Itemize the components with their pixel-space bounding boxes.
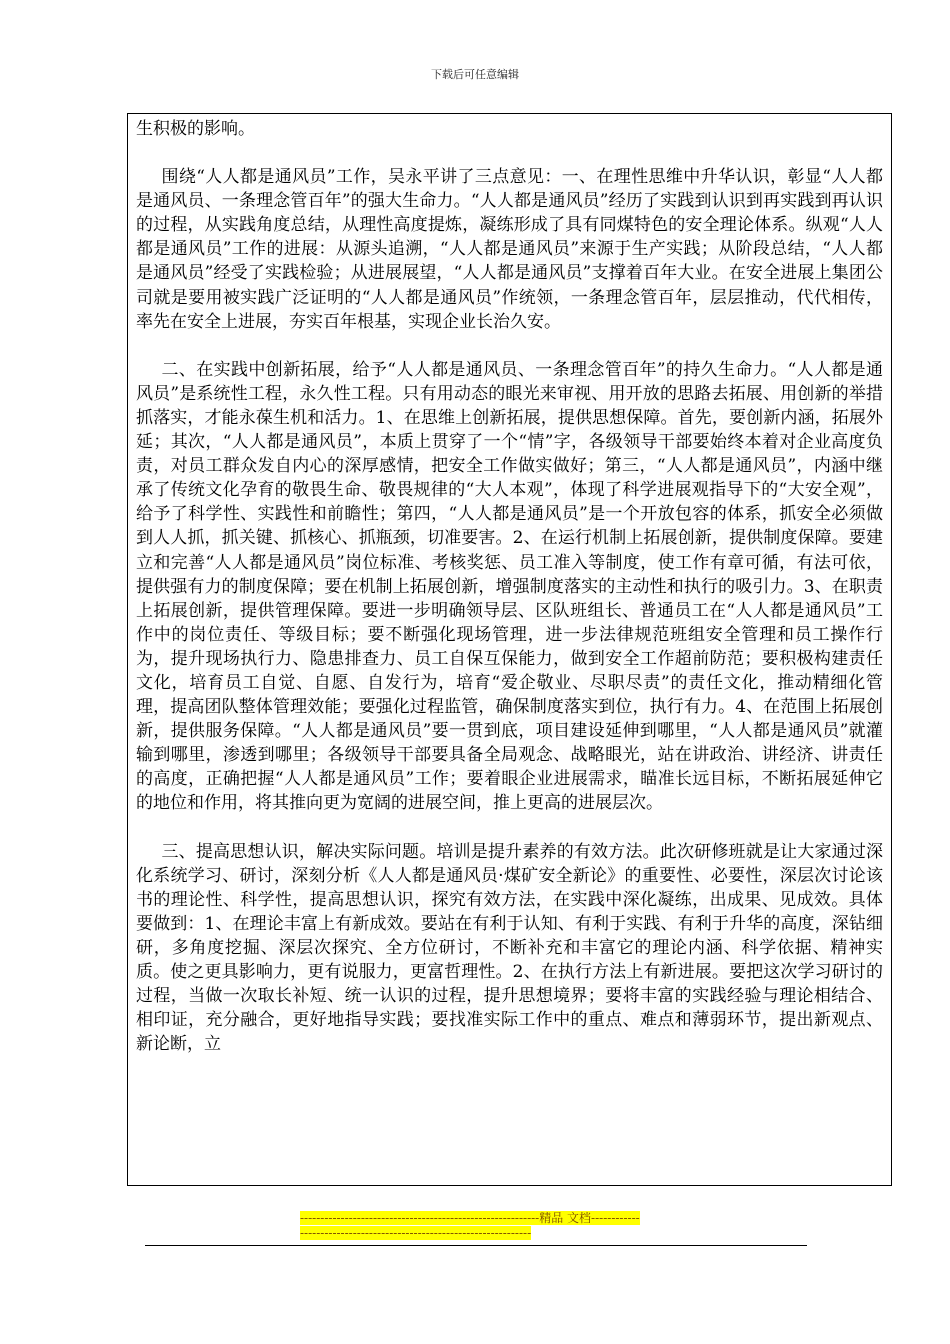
paragraph-spacer	[136, 334, 883, 358]
footer-highlighted-text: -----------------------------------------------------------精品 文档---------------------------------------------------------------------	[300, 1211, 640, 1240]
paragraph-point-one: 围绕“人人都是通风员”工作，吴永平讲了三点意见：一、在理性思维中升华认识，彰显“人人都是通风员、一条理念管百年”的强大生命力。“人人都是通风员”经历了实践到认识到再实践到再认识的过程，从实践角度总结，从理性高度提炼，凝练形成了具有同煤特色的安全理论体系。纵观“人人都是通风员”工作的进展：从源头追溯，“人人都是通风员”来源于生产实践；从阶段总结，“人人都是通风员”经受了实践检验；从进展展望，“人人都是通风员”支撑着百年大业。在安全进展上集团公司就是要用被实践广泛证明的“人人都是通风员”作统领，一条理念管百年，层层推动，代代相传，率先在安全上进展，夯实百年根基，实现企业长治久安。	[136, 167, 883, 332]
document-body	[127, 113, 892, 1186]
page-footer-banner	[300, 1211, 640, 1241]
footer-divider	[145, 1245, 807, 1246]
paragraph-spacer	[136, 141, 883, 165]
paragraph-continuation: 生积极的影响。	[136, 119, 255, 139]
paragraph-point-two: 二、在实践中创新拓展，给予“人人都是通风员、一条理念管百年”的持久生命力。“人人都是通风员”是系统性工程，永久性工程。只有用动态的眼光来审视、用开放的思路去拓展、用创新的举措抓落实，才能永葆生机和活力。1、在思维上创新拓展，提供思想保障。首先，要创新内涵，拓展外延；其次，“人人都是通风员”，本质上贯穿了一个“情”字，各级领导干部要始终本着对企业高度负责，对员工群众发自内心的深厚感情，把安全工作做实做好；第三，“人人都是通风员”，内涵中继承了传统文化孕育的敬畏生命、敬畏规律的“大人本观”，体现了科学进展观指导下的“大安全观”，给予了科学性、实践性和前瞻性；第四，“人人都是通风员”是一个开放包容的体系，抓安全必须做到人人抓，抓关键、抓核心、抓瓶颈，切准要害。2、在运行机制上拓展创新，提供制度保障。要建立和完善“人人都是通风员”岗位标准、考核奖惩、员工准入等制度，使工作有章可循，有法可依，提供强有力的制度保障；要在机制上拓展创新，增强制度落实的主动性和执行的吸引力。3、在职责上拓展创新，提供管理保障。要进一步明确领导层、区队班组长、普通员工在“人人都是通风员”工作中的岗位责任、等级目标；要不断强化现场管理，进一步法律规范班组安全管理和员工操作行为，提升现场执行力、隐患排查力、员工自保互保能力，做到安全工作超前防范；要积极构建责任文化，培育员工自觉、自愿、自发行为，培育“爱企敬业、尽职尽责”的责任文化，推动精细化管理，提高团队整体管理效能；要强化过程监管，确保制度落实到位，执行有力。4、在范围上拓展创新，提供服务保障。“人人都是通风员”要一贯到底，项目建设延伸到哪里，“人人都是通风员”就灌输到哪里，渗透到哪里；各级领导干部要具备全局观念、战略眼光，站在讲政治、讲经济、讲责任的高度，正确把握“人人都是通风员”工作；要着眼企业进展需求，瞄准长远目标，不断拓展延伸它的地位和作用，将其推向更为宽阔的进展空间，推上更高的进展层次。	[136, 359, 883, 814]
paragraph-point-three: 三、提高思想认识，解决实际问题。培训是提升素养的有效方法。此次研修班就是让大家通过深化系统学习、研讨，深刻分析《人人都是通风员·煤矿安全新论》的重要性、必要性，深层次讨论该书的理论性、科学性，提高思想认识，探究有效方法，在实践中深化凝练，出成果、见成效。具体要做到：1、在理论丰富上有新成效。要站在有利于认知、有利于实践、有利于升华的高度，深钻细研，多角度挖掘、深层次探究、全方位研讨，不断补充和丰富它的理论内涵、科学依据、精神实质。使之更具影响力，更有说服力，更富哲理性。2、在执行方法上有新进展。要把这次学习研讨的过程，当做一次取长补短、统一认识的过程，提升思想境界；要将丰富的实践经验与理论相结合、相印证，充分融合，更好地指导实践；要找准实际工作中的重点、难点和薄弱环节，提出新观点、新论断，立	[136, 841, 883, 1055]
paragraph-spacer	[136, 816, 883, 840]
page-header-note: 下载后可任意编辑	[431, 68, 519, 81]
